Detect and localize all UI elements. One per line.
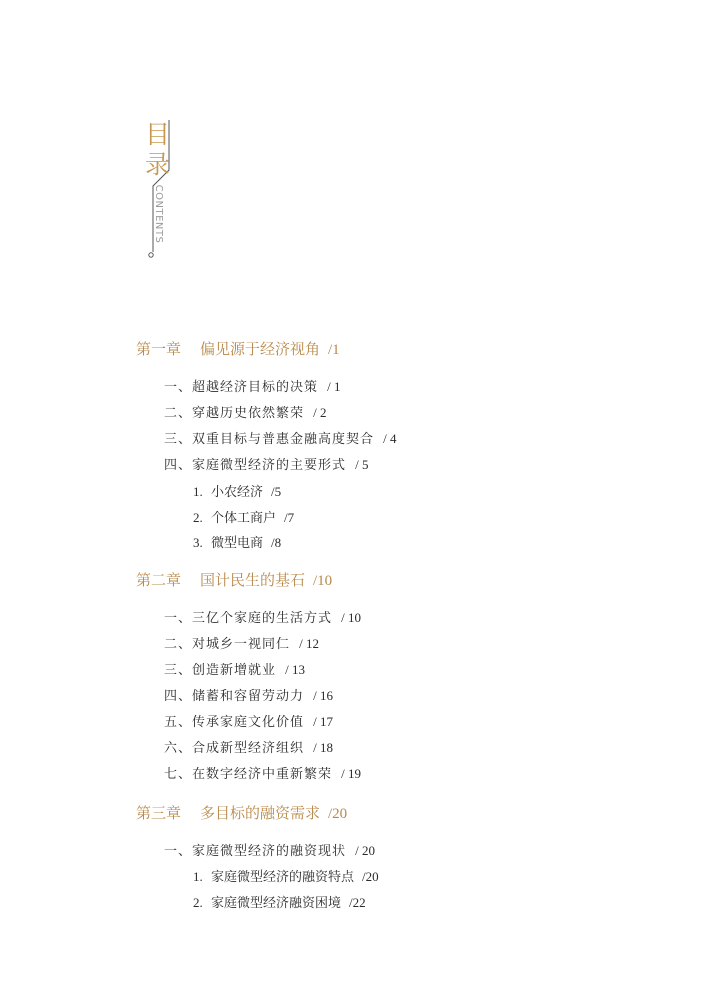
chapter-1-heading[interactable] xyxy=(136,338,340,359)
subentry-text: 小农经济 xyxy=(211,485,264,500)
toc-entry[interactable] xyxy=(164,659,305,678)
chapter-page: /20 xyxy=(328,806,348,822)
subentry-index: 1. xyxy=(193,484,203,499)
title-divider-dot xyxy=(149,253,153,257)
subentry-text: 家庭微型经济融资困境 xyxy=(211,896,342,911)
entry-text: 三、创造新增就业 xyxy=(164,663,277,678)
toc-entry[interactable] xyxy=(164,763,361,782)
entry-page: / 5 xyxy=(355,457,369,472)
toc-entry[interactable] xyxy=(164,711,333,730)
subentry-page: /5 xyxy=(271,484,282,499)
entry-text: 四、储蓄和容留劳动力 xyxy=(164,689,305,704)
entry-page: / 13 xyxy=(285,662,306,677)
subentry-index: 2. xyxy=(193,895,203,910)
chapter-2-heading[interactable] xyxy=(136,569,332,590)
toc-subentry[interactable] xyxy=(193,481,281,500)
entry-text: 一、超越经济目标的决策 xyxy=(164,380,319,395)
entry-page: / 4 xyxy=(383,431,397,446)
chapter-3-heading[interactable] xyxy=(136,802,347,823)
toc-subentry[interactable] xyxy=(193,532,281,551)
subentry-page: /22 xyxy=(349,895,366,910)
entry-page: / 17 xyxy=(313,714,334,729)
subentry-text: 家庭微型经济的融资特点 xyxy=(211,870,355,885)
chapter-number: 第三章 xyxy=(136,804,182,822)
entry-page: / 1 xyxy=(327,379,341,394)
contents-label: CONTENTS xyxy=(153,184,164,244)
chapter-number: 第二章 xyxy=(136,571,182,589)
subentry-page: /8 xyxy=(271,535,282,550)
subentry-index: 3. xyxy=(193,535,203,550)
title-decoration xyxy=(0,0,721,300)
toc-entry[interactable] xyxy=(164,454,369,473)
subentry-index: 1. xyxy=(193,869,203,884)
subentry-text: 微型电商 xyxy=(211,536,264,551)
subentry-page: /7 xyxy=(284,510,295,525)
chapter-title: 多目标的融资需求 xyxy=(200,804,321,822)
entry-page: / 16 xyxy=(313,688,334,703)
toc-subentry[interactable] xyxy=(193,866,379,885)
chapter-title: 国计民生的基石 xyxy=(200,571,306,589)
chapter-title: 偏见源于经济视角 xyxy=(200,340,321,358)
subentry-text: 个体工商户 xyxy=(211,511,277,526)
entry-text: 二、对城乡一视同仁 xyxy=(164,637,291,652)
toc-entry[interactable] xyxy=(164,737,333,756)
toc-entry[interactable] xyxy=(164,633,319,652)
chapter-number: 第一章 xyxy=(136,340,182,358)
entry-page: / 19 xyxy=(341,766,362,781)
entry-page: / 12 xyxy=(299,636,320,651)
subentry-page: /20 xyxy=(362,869,379,884)
toc-entry[interactable] xyxy=(164,376,341,395)
toc-entry[interactable] xyxy=(164,685,333,704)
entry-text: 四、家庭微型经济的主要形式 xyxy=(164,458,347,473)
title-char-mu: 目 xyxy=(145,120,171,149)
toc-entry[interactable] xyxy=(164,840,375,859)
toc-entry[interactable] xyxy=(164,428,397,447)
entry-text: 二、穿越历史依然繁荣 xyxy=(164,406,305,421)
entry-text: 一、三亿个家庭的生活方式 xyxy=(164,611,333,626)
entry-text: 六、合成新型经济组织 xyxy=(164,741,305,756)
entry-text: 三、双重目标与普惠金融高度契合 xyxy=(164,432,375,447)
entry-page: / 10 xyxy=(341,610,362,625)
toc-subentry[interactable] xyxy=(193,507,294,526)
chapter-page: /10 xyxy=(313,573,333,589)
subentry-index: 2. xyxy=(193,510,203,525)
entry-page: / 18 xyxy=(313,740,334,755)
toc-entry[interactable] xyxy=(164,402,327,421)
chapter-page: /1 xyxy=(328,342,340,358)
entry-page: / 20 xyxy=(355,843,376,858)
entry-page: / 2 xyxy=(313,405,327,420)
toc-subentry[interactable] xyxy=(193,892,366,911)
entry-text: 五、传承家庭文化价值 xyxy=(164,715,305,730)
toc-entry[interactable] xyxy=(164,607,361,626)
title-char-lu: 录 xyxy=(145,150,171,179)
entry-text: 七、在数字经济中重新繁荣 xyxy=(164,767,333,782)
entry-text: 一、家庭微型经济的融资现状 xyxy=(164,844,347,859)
